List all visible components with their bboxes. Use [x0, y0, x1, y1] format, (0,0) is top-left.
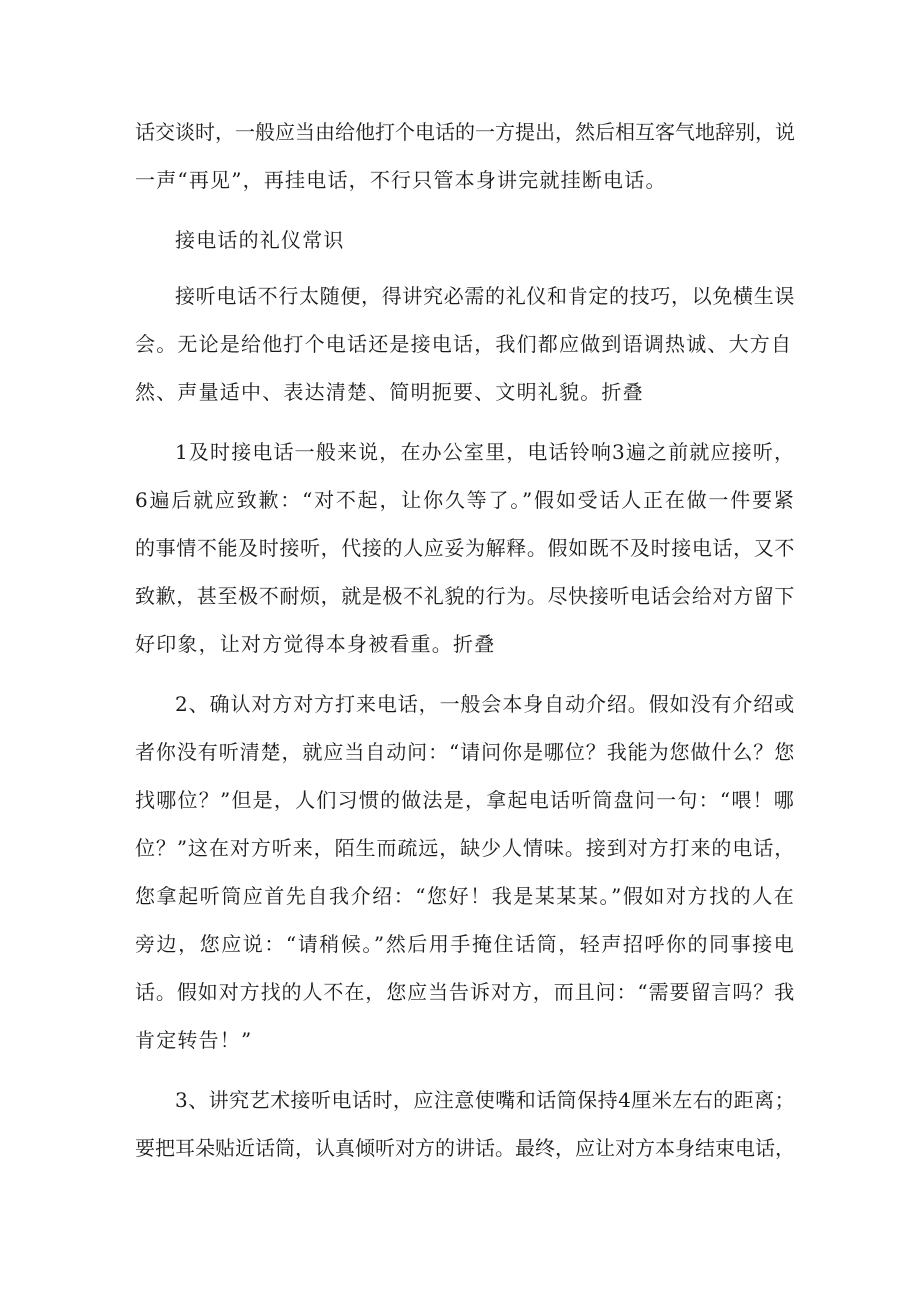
- paragraph-line: 您拿起听筒应首先自我介绍：“您好！我是某某某。”假如对方找的人在: [135, 884, 795, 908]
- paragraph-line: 接听电话不行太随便，得讲究必需的礼仪和肯定的技巧，以免横生误: [175, 284, 795, 308]
- paragraph-1: [135, 108, 795, 204]
- paragraph-line: 6遍后就应致歉：“对不起，让你久等了。”假如受话人正在做一件要紧: [135, 488, 795, 512]
- paragraph-4: [135, 680, 795, 1064]
- paragraph-line: 话。假如对方找的人不在，您应当告诉对方，而且问：“需要留言吗？我: [135, 980, 795, 1004]
- paragraph-line: 肯定转告！”: [135, 1028, 253, 1052]
- paragraph-line: 话交谈时，一般应当由给他打个电话的一方提出，然后相互客气地辞别，说: [135, 120, 795, 144]
- section-heading: [135, 216, 795, 264]
- paragraph-line: 2、确认对方对方打来电话，一般会本身自动介绍。假如没有介绍或: [175, 692, 795, 716]
- paragraph-line: 一声“再见”，再挂电话，不行只管本身讲完就挂断电话。: [135, 168, 667, 192]
- paragraph-2: [135, 272, 795, 416]
- paragraph-line: 致歉，甚至极不耐烦，就是极不礼貌的行为。尽快接听电话会给对方留下: [135, 584, 795, 608]
- paragraph-5: [135, 1076, 795, 1172]
- paragraph-line: 要把耳朵贴近话筒，认真倾听对方的讲话。最终，应让对方本身结束电话，: [135, 1136, 795, 1160]
- heading-text: 接电话的礼仪常识: [175, 228, 345, 252]
- paragraph-line: 旁边，您应说：“请稍候。”然后用手掩住话筒，轻声招呼你的同事接电: [135, 932, 795, 956]
- paragraph-line: 找哪位？”但是，人们习惯的做法是，拿起电话听筒盘问一句：“喂！哪: [135, 788, 795, 812]
- paragraph-line: 位？”这在对方听来，陌生而疏远，缺少人情味。接到对方打来的电话，: [135, 836, 795, 860]
- paragraph-3: [135, 428, 795, 668]
- paragraph-line: 然、声量适中、表达清楚、简明扼要、文明礼貌。折叠: [135, 380, 644, 404]
- paragraph-line: 3、讲究艺术接听电话时，应注意使嘴和话筒保持4厘米左右的距离；: [175, 1088, 795, 1112]
- paragraph-line: 会。无论是给他打个电话还是接电话，我们都应做到语调热诚、大方自: [135, 332, 793, 356]
- paragraph-line: 的事情不能及时接听，代接的人应妥为解释。假如既不及时接电话，又不: [135, 536, 795, 560]
- paragraph-line: 者你没有听清楚，就应当自动问：“请问你是哪位？我能为您做什么？您: [135, 740, 795, 764]
- paragraph-line: 1及时接电话一般来说，在办公室里，电话铃响3遍之前就应接听，: [175, 440, 795, 464]
- paragraph-line: 好印象，让对方觉得本身被看重。折叠: [135, 632, 496, 656]
